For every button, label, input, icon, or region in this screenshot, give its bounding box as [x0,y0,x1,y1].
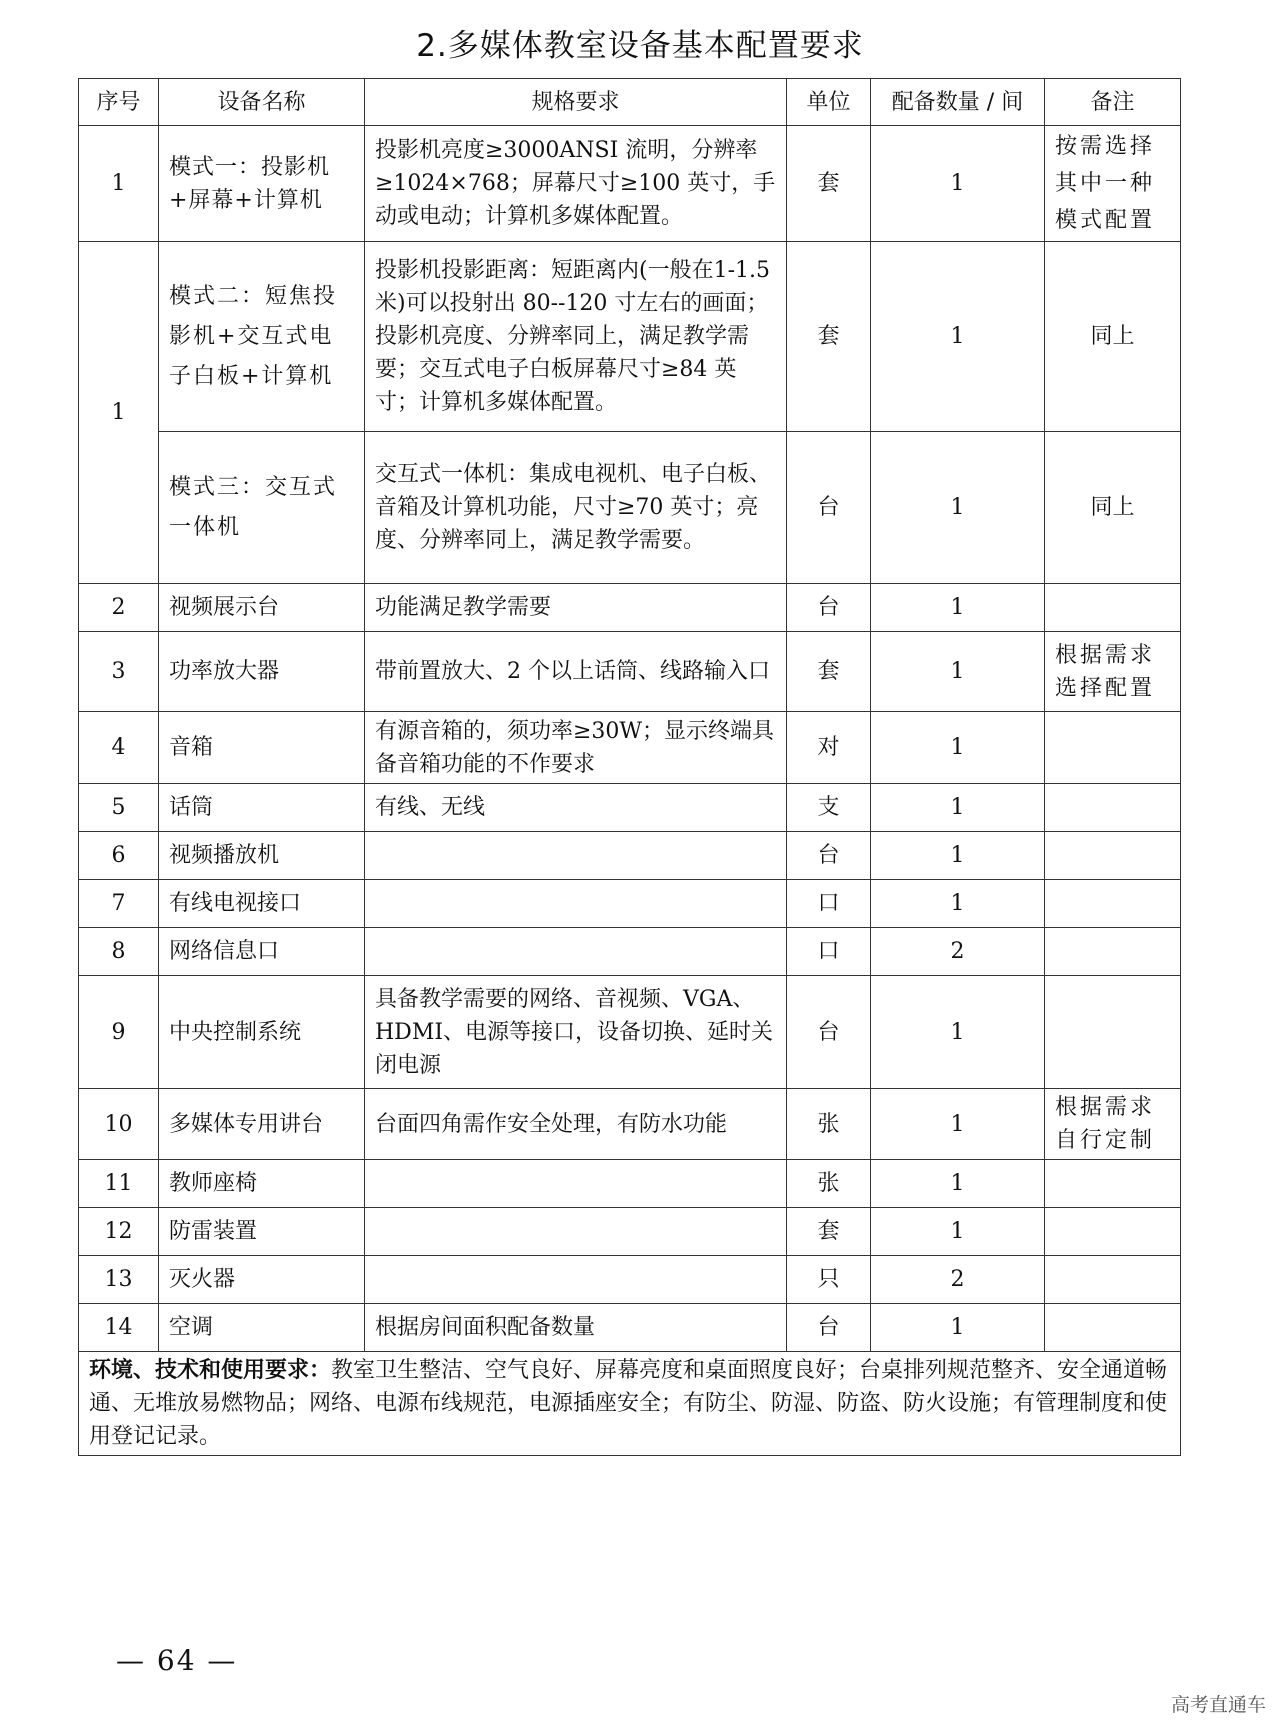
cell-spec: 功能满足教学需要 [365,584,787,632]
table-header-row [79,79,1181,126]
cell-no: 8 [79,928,159,976]
header-name: 设备名称 [159,79,365,126]
cell-name: 视频播放机 [159,832,365,880]
cell-unit: 套 [787,242,871,432]
cell-spec [365,1160,787,1208]
cell-note: 同上 [1045,242,1181,432]
cell-spec: 台面四角需作安全处理，有防水功能 [365,1089,787,1160]
cell-no: 5 [79,784,159,832]
cell-no: 2 [79,584,159,632]
cell-note: 根据需求选择配置 [1045,632,1181,712]
cell-name: 视频展示台 [159,584,365,632]
requirements-text: 教室卫生整洁、空气良好、屏幕亮度和桌面照度良好；台桌排列规范整齐、安全通道畅通、无堆放易燃物品；网络、电源布线规范，电源插座安全；有防尘、防湿、防盗、防火设施；有管理制度和使用登记记录。 [89,1358,1168,1449]
cell-qty: 1 [871,126,1045,242]
header-no: 序号 [79,79,159,126]
table-row [79,976,1181,1089]
cell-qty: 1 [871,1304,1045,1352]
requirements-note [79,1352,1181,1456]
cell-qty: 1 [871,1160,1045,1208]
table-row [79,632,1181,712]
cell-note [1045,584,1181,632]
cell-name: 模式三：交互式一体机 [159,432,365,584]
cell-unit: 台 [787,976,871,1089]
cell-qty: 1 [871,632,1045,712]
cell-spec: 投影机投影距离：短距离内(一般在1-1.5 米)可以投射出 80--120 寸左右的画面；投影机亮度、分辨率同上，满足教学需要；交互式电子白板屏幕尺寸≥84 英寸；计算机多媒体配置。 [365,242,787,432]
table-row [79,584,1181,632]
table-row [79,242,1181,432]
cell-unit: 套 [787,126,871,242]
table-row [79,1089,1181,1160]
cell-unit: 对 [787,712,871,784]
cell-spec: 带前置放大、2 个以上话筒、线路输入口 [365,632,787,712]
header-spec: 规格要求 [365,79,787,126]
cell-qty: 1 [871,1089,1045,1160]
cell-no: 1 [79,242,159,584]
cell-note [1045,1208,1181,1256]
cell-qty: 1 [871,880,1045,928]
cell-name: 音箱 [159,712,365,784]
page-number: — 64 — [116,1644,238,1677]
cell-qty: 1 [871,432,1045,584]
cell-spec [365,880,787,928]
cell-qty: 1 [871,584,1045,632]
cell-note: 按需选择其中一种模式配置 [1045,126,1181,242]
cell-name: 功率放大器 [159,632,365,712]
cell-unit: 只 [787,1256,871,1304]
cell-no: 1 [79,126,159,242]
cell-qty: 1 [871,1208,1045,1256]
cell-note [1045,784,1181,832]
cell-unit: 台 [787,584,871,632]
table-row [79,784,1181,832]
watermark: 高考直通车 [1170,1694,1266,1716]
cell-no: 11 [79,1160,159,1208]
cell-unit: 台 [787,832,871,880]
equipment-table [78,78,1181,1456]
cell-name: 防雷装置 [159,1208,365,1256]
cell-name: 空调 [159,1304,365,1352]
cell-unit: 张 [787,1160,871,1208]
table-row [79,126,1181,242]
cell-name: 多媒体专用讲台 [159,1089,365,1160]
table-row [79,1256,1181,1304]
cell-unit: 台 [787,432,871,584]
cell-spec: 有线、无线 [365,784,787,832]
header-note: 备注 [1045,79,1181,126]
cell-note [1045,880,1181,928]
table-row [79,880,1181,928]
footer-row [79,1352,1181,1456]
header-unit: 单位 [787,79,871,126]
cell-no: 10 [79,1089,159,1160]
cell-spec [365,1256,787,1304]
cell-spec: 具备教学需要的网络、音视频、VGA、HDMI、电源等接口，设备切换、延时关闭电源 [365,976,787,1089]
cell-note [1045,1304,1181,1352]
cell-no: 14 [79,1304,159,1352]
table-row [79,712,1181,784]
cell-no: 9 [79,976,159,1089]
cell-qty: 1 [871,832,1045,880]
cell-name: 中央控制系统 [159,976,365,1089]
table-row [79,832,1181,880]
cell-qty: 1 [871,784,1045,832]
cell-qty: 1 [871,242,1045,432]
cell-note [1045,1160,1181,1208]
cell-spec [365,928,787,976]
cell-spec: 交互式一体机：集成电视机、电子白板、音箱及计算机功能，尺寸≥70 英寸；亮度、分辨率同上，满足教学需要。 [365,432,787,584]
requirements-label: 环境、技术和使用要求： [89,1358,332,1383]
cell-spec: 投影机亮度≥3000ANSI 流明，分辨率≥1024×768；屏幕尺寸≥100 英寸，手动或电动；计算机多媒体配置。 [365,126,787,242]
cell-unit: 台 [787,1304,871,1352]
cell-name: 灭火器 [159,1256,365,1304]
table-row [79,432,1181,584]
cell-unit: 口 [787,880,871,928]
cell-unit: 张 [787,1089,871,1160]
cell-no: 3 [79,632,159,712]
cell-name: 模式二：短焦投影机+交互式电子白板+计算机 [159,242,365,432]
cell-unit: 口 [787,928,871,976]
cell-name: 有线电视接口 [159,880,365,928]
table-row [79,1208,1181,1256]
cell-name: 模式一：投影机+屏幕+计算机 [159,126,365,242]
cell-qty: 1 [871,712,1045,784]
cell-name: 网络信息口 [159,928,365,976]
cell-unit: 套 [787,1208,871,1256]
cell-name: 话筒 [159,784,365,832]
cell-name: 教师座椅 [159,1160,365,1208]
cell-note [1045,928,1181,976]
table-row [79,1160,1181,1208]
cell-qty: 2 [871,1256,1045,1304]
cell-spec: 有源音箱的，须功率≥30W；显示终端具备音箱功能的不作要求 [365,712,787,784]
cell-qty: 1 [871,976,1045,1089]
cell-spec [365,832,787,880]
cell-note [1045,976,1181,1089]
cell-note [1045,1256,1181,1304]
cell-no: 7 [79,880,159,928]
cell-qty: 2 [871,928,1045,976]
table-row [79,928,1181,976]
cell-note: 根据需求自行定制 [1045,1089,1181,1160]
header-qty: 配备数量 / 间 [871,79,1045,126]
cell-unit: 支 [787,784,871,832]
cell-no: 13 [79,1256,159,1304]
cell-note: 同上 [1045,432,1181,584]
cell-note [1045,832,1181,880]
table-row [79,1304,1181,1352]
page-title: 2.多媒体教室设备基本配置要求 [416,28,864,64]
cell-no: 6 [79,832,159,880]
cell-no: 12 [79,1208,159,1256]
cell-spec: 根据房间面积配备数量 [365,1304,787,1352]
cell-no: 4 [79,712,159,784]
cell-note [1045,712,1181,784]
cell-unit: 套 [787,632,871,712]
cell-spec [365,1208,787,1256]
